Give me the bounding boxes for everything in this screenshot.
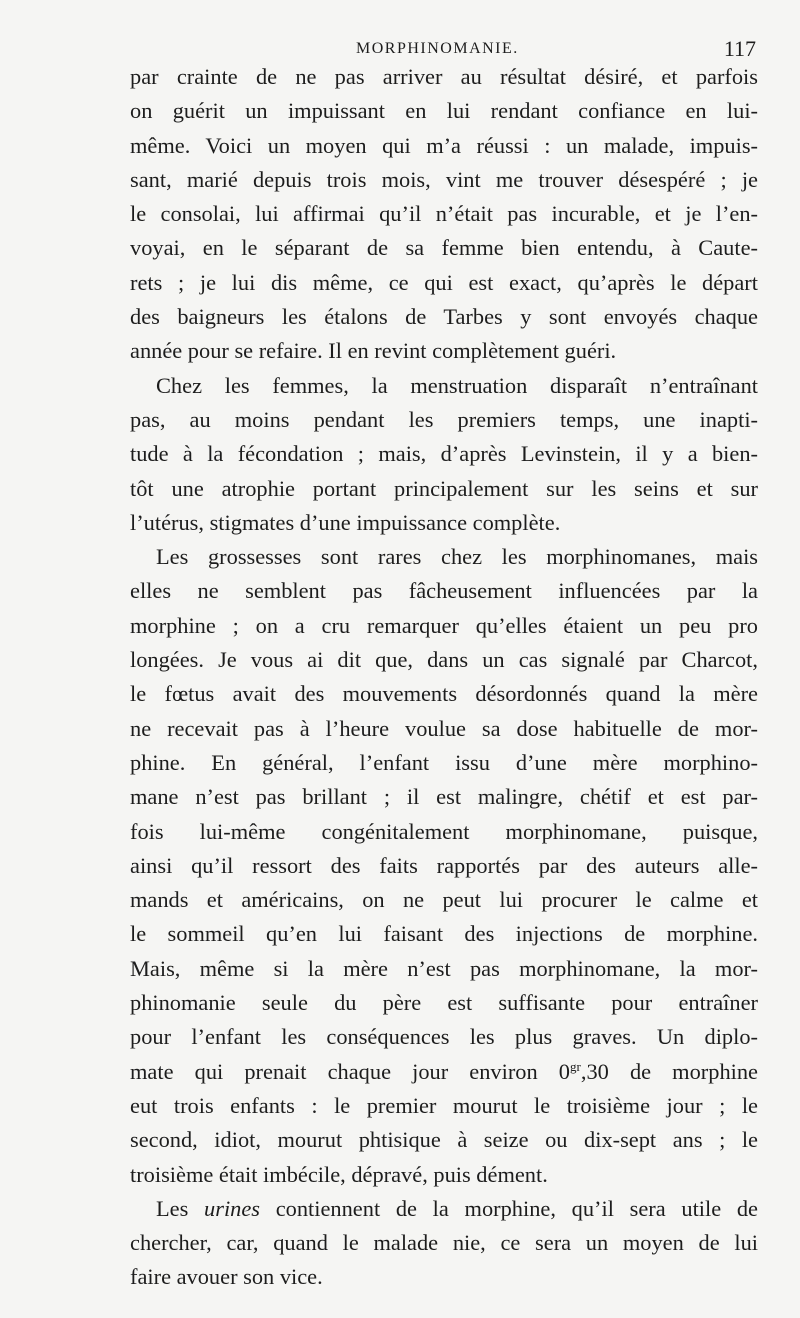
text-line: Les grossesses sont rares chez les morphinomanes, mais xyxy=(156,544,758,570)
text-line: eut trois enfants : le premier mourut le troisième jour ; le xyxy=(130,1092,758,1118)
text-line: phinomanie seule du père est suffisante pour entraîner xyxy=(130,990,758,1016)
text-segment: ,30 de morphine xyxy=(580,1058,758,1084)
body-text xyxy=(130,60,758,1295)
text-line: fois lui-même congénitalement morphinomane, puisque, xyxy=(130,818,758,844)
text-line: longées. Je vous ai dit que, dans un cas signalé par Charcot, xyxy=(130,647,758,673)
text-line: rets ; je lui dis même, ce qui est exact, qu’après le départ xyxy=(130,269,758,295)
text-segment: Les xyxy=(156,1195,205,1221)
text-line: on guérit un impuissant en lui rendant confiance en lui- xyxy=(130,98,758,124)
unit-superscript: gr xyxy=(570,1058,581,1074)
text-line: ne recevait pas à l’heure voulue sa dose habituelle de mor- xyxy=(130,715,758,741)
running-title: MORPHINOMANIE. xyxy=(356,40,519,57)
text-line: troisième était imbécile, dépravé, puis dément. xyxy=(130,1161,548,1187)
text-line: le sommeil qu’en lui faisant des injections de morphine. xyxy=(130,921,758,947)
text-line: voyai, en le séparant de sa femme bien entendu, à Caute- xyxy=(130,235,758,261)
text-line: chercher, car, quand le malade nie, ce sera un moyen de lui xyxy=(130,1230,758,1256)
text-segment: contiennent de la morphine, qu’il sera utile de xyxy=(260,1195,758,1221)
text-line: pas, au moins pendant les premiers temps, une inapti- xyxy=(130,406,758,432)
text-line: morphine ; on a cru remarquer qu’elles étaient un peu pro xyxy=(130,612,758,638)
page-number: 117 xyxy=(723,36,756,61)
text-line: pour l’enfant les conséquences les plus graves. Un diplo- xyxy=(130,1024,758,1050)
text-line: sant, marié depuis trois mois, vint me trouver désespéré ; je xyxy=(130,166,758,192)
text-line: par crainte de ne pas arriver au résultat désiré, et parfois xyxy=(130,64,758,89)
text-line: mands et américains, on ne peut lui procurer le calme et xyxy=(130,887,758,913)
text-line: tude à la fécondation ; mais, d’après Levinstein, il y a bien- xyxy=(130,441,758,467)
text-line: phine. En général, l’enfant issu d’une mère morphino- xyxy=(130,749,758,775)
text-line xyxy=(130,1192,758,1226)
text-line: mane n’est pas brillant ; il est malingre, chétif et est par- xyxy=(130,784,758,810)
italic-term: urines xyxy=(204,1195,261,1221)
text-line: même. Voici un moyen qui m’a réussi : un malade, impuis- xyxy=(130,132,758,158)
text-line: le fœtus avait des mouvements désordonnés quand la mère xyxy=(130,681,758,707)
text-line xyxy=(130,1055,758,1089)
text-line: ainsi qu’il ressort des faits rapportés par des auteurs alle- xyxy=(130,852,758,878)
text-line: tôt une atrophie portant principalement sur les seins et sur xyxy=(130,475,758,501)
text-line: des baigneurs les étalons de Tarbes y sont envoyés chaque xyxy=(130,304,758,330)
text-line: année pour se refaire. Il en revint complètement guéri. xyxy=(130,338,617,364)
text-line: faire avouer son vice. xyxy=(130,1264,323,1290)
text-segment: mate qui prenait chaque jour environ 0 xyxy=(130,1058,570,1084)
text-line: Mais, même si la mère n’est pas morphinomane, la mor- xyxy=(130,955,758,981)
text-line: second, idiot, mourut phtisique à seize ou dix-sept ans ; le xyxy=(130,1127,758,1153)
text-line: l’utérus, stigmates d’une impuissance complète. xyxy=(130,509,561,535)
running-header xyxy=(0,36,800,62)
text-line: elles ne semblent pas fâcheusement influencées par la xyxy=(130,578,758,604)
text-line: le consolai, lui affirmai qu’il n’était pas incurable, et je l’en- xyxy=(130,201,758,227)
text-line: Chez les femmes, la menstruation disparaît n’entraînant xyxy=(156,372,758,398)
